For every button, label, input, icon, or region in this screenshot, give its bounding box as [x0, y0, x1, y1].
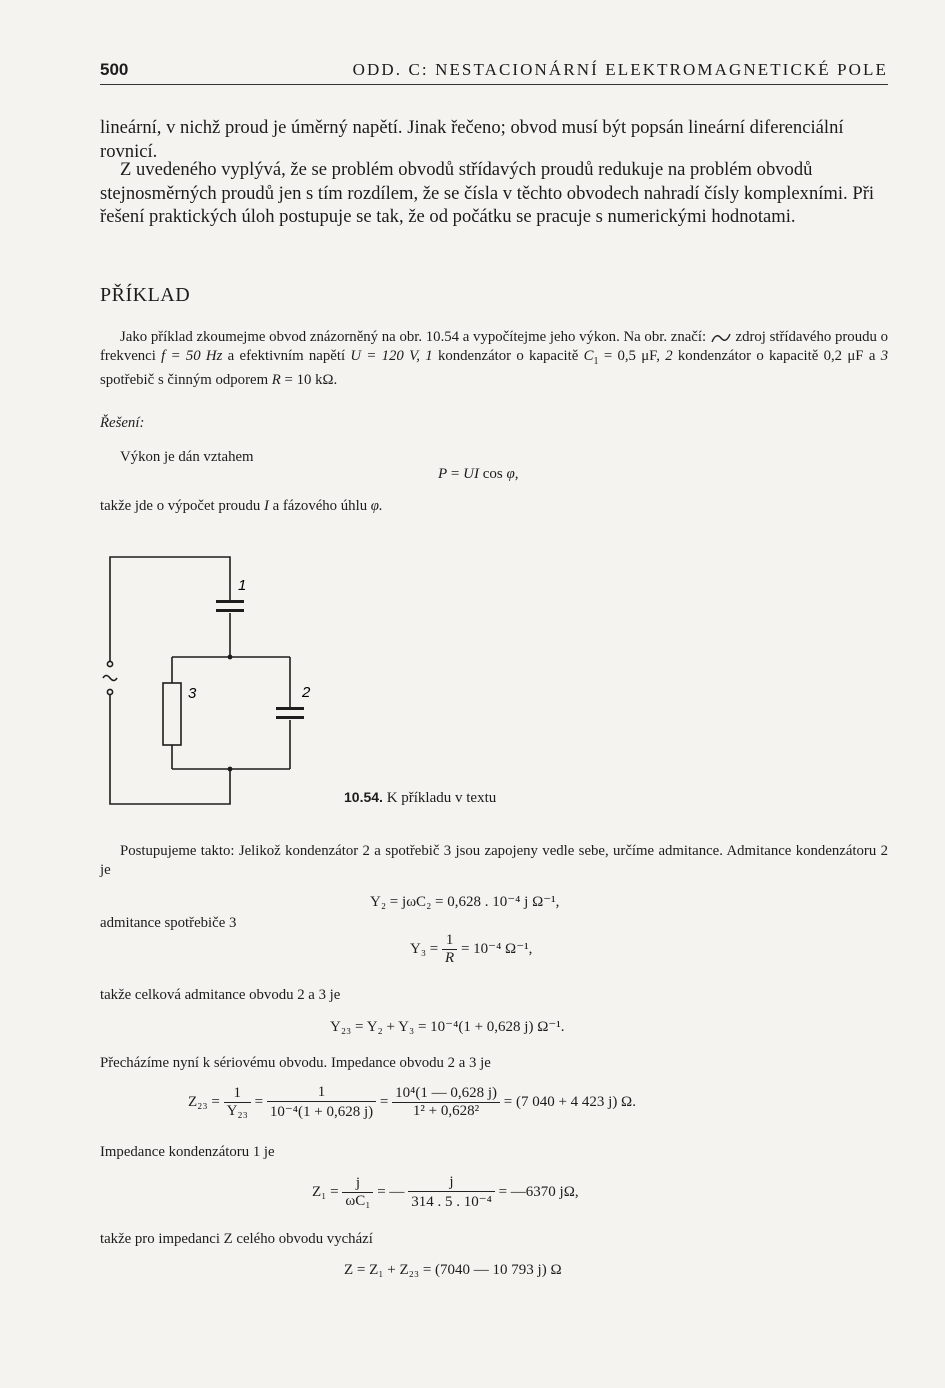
equation-y2: Y₂ = jωC₂ = 0,628 . 10⁻⁴ j Ω⁻¹,	[370, 894, 560, 910]
capacitor-1-plate-bottom	[216, 609, 244, 612]
solution-label: Řešení:	[100, 415, 145, 431]
resistor-3	[163, 683, 181, 745]
fraction-z1-1: $\frac{j}{\text{ωC₁}}$	[342, 1175, 373, 1210]
wire-top	[110, 557, 230, 661]
source-terminal-bottom	[107, 689, 112, 694]
equation-z: Z = Z₁ + Z₂₃ = (7040 — 10 793 j) Ω	[344, 1262, 562, 1278]
fraction-z1-2: $\frac{j}{\text{314 . 5 . 10⁻⁴}}$	[408, 1174, 495, 1211]
power-after: takže jde o výpočet proudu I a fázového úhlu φ.	[100, 498, 383, 514]
equation-y23: Y₂₃ = Y₂ + Y₃ = 10⁻⁴(1 + 0,628 j) Ω⁻¹.	[330, 1019, 565, 1035]
capacitor-2-plate-top	[276, 707, 304, 710]
label-1: 1	[238, 577, 247, 594]
power-formula: P = UI cos φ,	[438, 466, 519, 482]
intro-paragraph-2: Z uvedeného vyplývá, že se problém obvodů střídavých proudů redukuje na problém obvodů stejnosměrných proudů jen s tím rozdílem, že se čísla v těchto obvodech nahradí čísly komplexními. Při řešení praktických úloh postupuje se tak, že od počátku se pracuje s numerickými hodnotami.	[100, 159, 875, 227]
source-terminal-top	[107, 661, 112, 666]
calc-y3-intro: admitance spotřebiče 3	[100, 915, 237, 931]
intro-paragraph-1: lineární, v nichž proud je úměrný napětí. Jinak řečeno; obvod musí být popsán lineární diferenciální rovnicí.	[100, 117, 844, 162]
ac-source-icon	[710, 332, 732, 344]
page-header	[100, 58, 888, 85]
example-statement: Jako příklad zkoumejme obvod znázorněný na obr. 10.54 a vypočítejme jeho výkon. Na obr. značí: zdroj střídavého proudu o frekvenci f = 50 Hz a efektivním napětí U = 120 V, 1 kondenzátor o kapacitě $C_1 = 0,5$ μF, 2 kondenzátor o kapacitě 0,2 μF a 3 spotřebič s činným odporem R = 10 kΩ.	[100, 329, 889, 388]
capacitor-1-plate-top	[216, 600, 244, 603]
source-tilde-icon	[103, 676, 117, 681]
figure-caption: 10.54. K příkladu v textu	[344, 789, 497, 806]
label-2: 2	[302, 684, 311, 701]
wire-bottom-return	[110, 695, 230, 804]
circuit-diagram	[90, 545, 330, 815]
fraction-z23-1: $\frac{1}{\text{Y₂₃}}$	[224, 1085, 251, 1120]
calc-series-intro: Přecházíme nyní k sériovému obvodu. Impedance obvodu 2 a 3 je	[100, 1055, 491, 1071]
power-intro: Výkon je dán vztahem	[120, 449, 254, 465]
page-number: 500	[100, 60, 129, 79]
equation-y3: Y₃ = $\frac{1}{R}$ = 10⁻⁴ Ω⁻¹,	[410, 932, 533, 966]
equation-z23: Z₂₃ = $\frac{1}{\text{Y₂₃}}$ = $\frac{1}{\text{10⁻⁴(1 + 0,628 j)}}$ = $\frac{\text{10⁴(1 — 0,628 j)}}{\text{1² + 0,628²}}$ = (7 040 + 4 423 j) Ω.	[188, 1084, 636, 1120]
calc-z1-intro: Impedance kondenzátoru 1 je	[100, 1144, 275, 1160]
calc-total-intro: takže celková admitance obvodu 2 a 3 je	[100, 987, 341, 1003]
fraction-z23-3: $\frac{\text{10⁴(1 — 0,628 j)}}{\text{1² + 0,628²}}$	[392, 1085, 500, 1120]
running-head: ODD. C: NESTACIONÁRNÍ ELEKTROMAGNETICKÉ POLE	[352, 60, 888, 79]
calc-z-intro: takže pro impedanci Z celého obvodu vychází	[100, 1231, 373, 1247]
junction-top	[228, 655, 233, 660]
calc-intro: Postupujeme takto: Jelikož kondenzátor 2 a spotřebič 3 jsou zapojeny vedle sebe, určíme admitance. Admitance kondenzátoru 2 je	[100, 843, 888, 878]
fraction-y3: $\frac{1}{R}$	[442, 932, 457, 967]
capacitor-2-plate-bottom	[276, 716, 304, 719]
junction-bottom	[228, 767, 233, 772]
fraction-z23-2: $\frac{1}{\text{10⁻⁴(1 + 0,628 j)}}$	[267, 1084, 376, 1121]
section-heading: PŘÍKLAD	[100, 284, 191, 306]
label-3: 3	[188, 685, 197, 702]
equation-z1: Z₁ = $\frac{j}{\text{ωC₁}}$ = — $\frac{j}{\text{314 . 5 . 10⁻⁴}}$ = —6370 jΩ,	[312, 1174, 579, 1210]
